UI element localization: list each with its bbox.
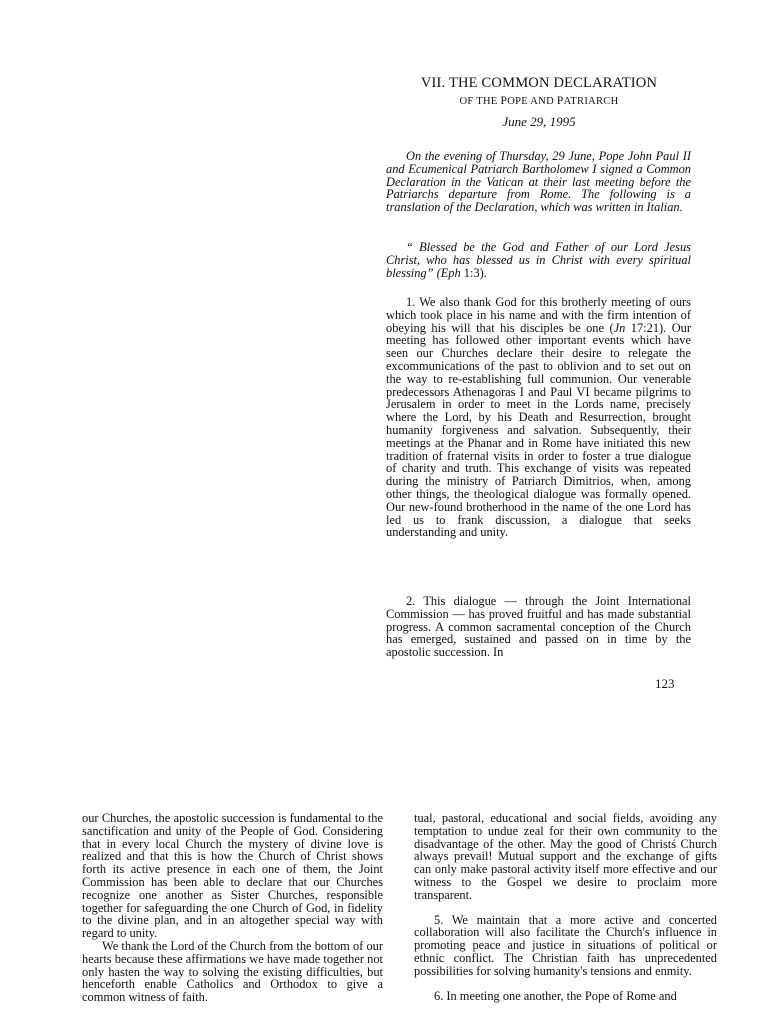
page-title: VII. THE COMMON DECLARATION [420, 75, 658, 91]
scripture-quote [386, 241, 691, 279]
subtitle-part: P [500, 95, 508, 107]
subtitle-part: OF THE [459, 96, 501, 107]
left-paragraph-1: our Churches, the apostolic succession is fundamental to the sanctification and unity of the People of God. Considering that in every local Church the mystery of divine love is realized and that this is how the Church of Christ shows forth its active presence in each one of them, the Joint Commission has been able to declare that our Churches recognize one another as Sister Churches, responsible together for safeguarding the one Church of God, in fidelity to the divine plan, and in an altogether special way with regard to unity. [82, 811, 383, 941]
subtitle-part: OPE AND [507, 96, 557, 107]
lower-page [0, 720, 768, 1024]
paragraph-2: 2. This dialogue — through the Joint International Commission — has proved fruitful and has made substantial progress. A common sacramental conception of the Church has emerged, sustained and passed on in time by the apostolic succession. In [386, 594, 691, 660]
quote-reference: 1:3). [460, 265, 487, 280]
subtitle-part: ATRIARCH [563, 96, 619, 107]
right-paragraph-3: 6. In meeting one another, the Pope of Rome and [434, 988, 677, 1003]
paragraph-1-post: 17:21). Our meeting has followed other important events which have seen our Churches declare their desire to relegate the excommunications of the past to oblivion and to set out on the way to re-establishing full communion. Our venerable predecessors Athenagoras I and Paul VI became pilgrims to Jerusalem in order to meet in the Lords name, precisely where the Lord, by his Death and Resurrection, brought humanity forgiveness and salvation. Subsequently, their meetings at the Phanar and in Rome have initiated this new tradition of fraternal visits in order to foster a true dialogue of charity and truth. This exchange of visits was repeated during the ministry of Patriarch Dimitrios, when, among other things, the theological dialogue was formally opened. Our new-found brotherhood in the name of the one Lord has led us to frank discussion, a dialogue that seeks understanding and unity. [386, 320, 691, 540]
subtitle-part: P [556, 95, 564, 107]
right-column [414, 812, 717, 1002]
page-subtitle [386, 94, 692, 109]
paragraph-1 [386, 296, 691, 539]
intro-paragraph: On the evening of Thursday, 29 June, Pope John Paul II and Ecumenical Patriarch Bartholomew I signed a Common Declaration in the Vatican at their last meeting before the Patriarchs departure from Rome. The following is a translation of the Declaration, which was written in Italian. [386, 149, 691, 215]
date-line: June 29, 1995 [502, 114, 576, 129]
left-column [82, 812, 383, 1004]
paragraph-1-ref: Jn [613, 320, 626, 335]
left-paragraph-2: We thank the Lord of the Church from the bottom of our hearts because these affirmations we have made together not only hasten the way to solving the existing difficulties, but henceforth enable Catholics and Orthodox to give a common witness of faith. [82, 938, 383, 1005]
paragraph-gap [414, 902, 717, 914]
paragraph-gap [414, 978, 717, 990]
right-paragraph-2: 5. We maintain that a more active and concerted collaboration will also facilitate the Church's influence in promoting peace and justice in situations of political or ethnic conflict. The Christian faith has unprecedented possibilities for solving humanity's tensions and enmity. [414, 912, 717, 978]
quote-text: “ Blessed be the God and Father of our Lord Jesus Christ, who has blessed us in Christ with every spiritual blessing” (Eph [386, 240, 691, 280]
right-paragraph-1: tual, pastoral, educational and social fields, avoiding any temptation to undue zeal for their own community to the disadvantage of the other. May the good of Christś Church always prevail! Mutual support and the exchange of gifts can only make pastoral activity itself more effective and our witness to the Gospel we desire to proclaim more transparent. [414, 811, 717, 902]
paragraph-1-pre: 1. We also thank God for this brotherly meeting of ours which took place in his name and with the firm intention of obeying his will that his disciples be one ( [386, 295, 691, 335]
heading-block [386, 74, 692, 130]
page-number: 123 [655, 676, 675, 691]
